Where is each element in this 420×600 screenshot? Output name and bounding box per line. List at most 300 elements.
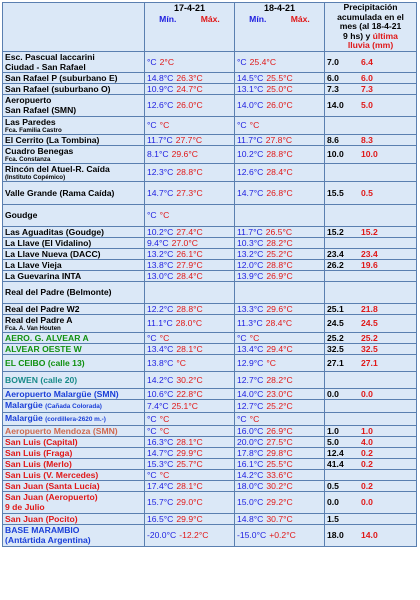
temp-values xyxy=(147,344,232,354)
precip-values xyxy=(327,333,414,343)
temp-max: 27.3°C xyxy=(176,187,203,198)
temp-day2-cell xyxy=(235,237,325,248)
temp-day1-cell xyxy=(145,134,235,145)
temp-values xyxy=(147,414,232,424)
temp-min: 16.1°C xyxy=(237,458,264,469)
precip-values xyxy=(327,426,414,436)
temp-day1-cell xyxy=(145,412,235,425)
temp-values xyxy=(147,497,232,507)
precip-accumulated: 5.0 xyxy=(327,436,339,447)
temp-min: 13.3°C xyxy=(237,303,264,314)
precip-cell xyxy=(325,388,417,399)
temp-min: °C xyxy=(237,56,247,67)
station-name xyxy=(5,358,142,368)
temp-values xyxy=(237,470,322,480)
temp-min: 12.0°C xyxy=(237,259,264,270)
precip-accumulated: 27.1 xyxy=(327,357,344,368)
temp-min: 13.0°C xyxy=(147,270,174,281)
precip-cell xyxy=(325,204,417,226)
header-date1-cell xyxy=(145,3,235,52)
station-name xyxy=(5,437,142,447)
station-name xyxy=(5,481,142,491)
precip-values xyxy=(327,414,414,424)
precip-accumulated: 0.0 xyxy=(327,497,339,508)
temp-day1-cell xyxy=(145,469,235,480)
station-name-line: La Llave (El Vidalino) xyxy=(5,237,92,248)
temp-max: °C xyxy=(249,120,260,131)
temp-day2-cell xyxy=(235,145,325,163)
temp-max: °C xyxy=(249,413,260,424)
temp-min: °C xyxy=(147,425,157,436)
temp-max: 25.2°C xyxy=(266,400,293,411)
precip-values xyxy=(327,318,414,328)
precip-cell xyxy=(325,354,417,371)
station-cell xyxy=(3,270,145,281)
min-label: Mín. xyxy=(249,14,267,24)
station-note: (Cañada Colorada) xyxy=(45,402,102,410)
temp-day2-cell xyxy=(235,226,325,237)
temp-min: 18.0°C xyxy=(237,480,264,491)
temp-max: 27.4°C xyxy=(176,226,203,237)
temp-values xyxy=(237,344,322,354)
table-row xyxy=(3,248,417,259)
temp-max: °C xyxy=(159,120,170,131)
temp-day1-cell xyxy=(145,270,235,281)
precip-cell xyxy=(325,145,417,163)
temp-values xyxy=(237,401,322,411)
temp-max: 28.1°C xyxy=(176,343,203,354)
temp-day2-cell xyxy=(235,354,325,371)
precip-values xyxy=(327,304,414,314)
temp-min: 14.8°C xyxy=(237,513,264,524)
table-row xyxy=(3,480,417,491)
temp-day1-cell xyxy=(145,281,235,303)
temp-min: 11.3°C xyxy=(237,318,263,329)
station-cell xyxy=(3,237,145,248)
station-name-line: Cuadro Benegas xyxy=(5,145,74,156)
temp-min: °C xyxy=(147,56,157,67)
precip-accumulated: 1.5 xyxy=(327,513,339,524)
temp-min: 15.7°C xyxy=(147,497,174,508)
table-row xyxy=(3,259,417,270)
temp-day2-cell xyxy=(235,412,325,425)
temp-values xyxy=(237,459,322,469)
station-cell xyxy=(3,412,145,425)
temp-min: 16.3°C xyxy=(147,436,174,447)
station-name-line: Aeropuerto Mendoza (SMN) xyxy=(5,425,118,436)
table-row xyxy=(3,354,417,371)
station-note: Fca. A. Van Houten xyxy=(5,324,61,332)
temp-values xyxy=(237,149,322,159)
temp-max: °C xyxy=(159,413,170,424)
station-name-line: BASE MARAMBIO xyxy=(5,525,80,536)
temp-values xyxy=(147,448,232,458)
temp-min: 10.3°C xyxy=(237,237,264,248)
station-cell xyxy=(3,204,145,226)
temp-max: 28.4°C xyxy=(176,270,203,281)
precip-cell xyxy=(325,343,417,354)
station-name xyxy=(5,470,142,480)
station-cell xyxy=(3,332,145,343)
temp-day2-cell xyxy=(235,314,325,332)
station-name-line: AERO. G. ALVEAR A xyxy=(5,332,89,343)
station-cell xyxy=(3,145,145,163)
precip-last: 0.2 xyxy=(361,480,373,491)
precip-last: 6.4 xyxy=(361,56,373,67)
temp-min: 20.0°C xyxy=(237,436,264,447)
station-name xyxy=(5,52,142,72)
temp-day2-cell xyxy=(235,524,325,546)
precip-cell xyxy=(325,94,417,116)
temp-day1-cell xyxy=(145,371,235,388)
station-name-line: 9 de Julio xyxy=(5,502,45,513)
temp-max: 24.7°C xyxy=(176,83,203,94)
precip-accumulated: 26.2 xyxy=(327,259,344,270)
temp-max: 25.4°C xyxy=(249,56,277,67)
temp-values xyxy=(237,57,322,67)
temp-day2-cell xyxy=(235,51,325,72)
temp-max: 26.3°C xyxy=(176,72,203,83)
temp-values xyxy=(147,210,232,220)
temp-day2-cell xyxy=(235,371,325,388)
temp-min: 10.2°C xyxy=(147,226,174,237)
table-row xyxy=(3,469,417,480)
table-row xyxy=(3,281,417,303)
temp-values xyxy=(237,120,322,130)
precip-values xyxy=(327,260,414,270)
precip-last: 27.1 xyxy=(361,357,378,368)
temp-day1-cell xyxy=(145,332,235,343)
temp-day1-cell xyxy=(145,458,235,469)
temp-max: °C xyxy=(159,332,170,343)
temp-min: 13.8°C xyxy=(147,357,174,368)
temp-min: 10.6°C xyxy=(147,388,174,399)
temp-values xyxy=(147,135,232,145)
precip-values xyxy=(327,514,414,524)
temp-min: 12.7°C xyxy=(237,374,264,385)
temp-max: 23.0°C xyxy=(266,388,293,399)
temp-min: 7.4°C xyxy=(147,400,169,411)
table-row xyxy=(3,425,417,436)
precip-last: 19.6 xyxy=(361,259,378,270)
precip-accumulated: 1.0 xyxy=(327,425,339,436)
temp-values xyxy=(237,238,322,248)
temp-values xyxy=(147,271,232,281)
temp-values xyxy=(237,389,322,399)
table-row xyxy=(3,399,417,412)
station-name xyxy=(5,400,142,412)
temp-max: 29.6°C xyxy=(171,149,198,160)
station-name-line: San Luis (Fraga) xyxy=(5,447,73,458)
temp-values xyxy=(237,358,322,368)
table-row xyxy=(3,94,417,116)
max-label: Máx. xyxy=(290,14,310,24)
temp-values xyxy=(237,448,322,458)
temp-max: 25.0°C xyxy=(266,83,293,94)
temp-values xyxy=(147,84,232,94)
precip-cell xyxy=(325,226,417,237)
temp-min: 13.2°C xyxy=(237,248,264,259)
precip-values xyxy=(327,287,414,297)
precip-cell xyxy=(325,458,417,469)
temp-min: -15.0°C xyxy=(237,530,267,541)
precip-accumulated: 7.3 xyxy=(327,83,339,94)
date2-label: 18-4-21 xyxy=(263,3,296,13)
precip-values xyxy=(327,497,414,507)
station-name-line: La Guevarina INTA xyxy=(5,270,82,281)
temp-min: °C xyxy=(147,210,157,221)
precip-values xyxy=(327,73,414,83)
temp-values xyxy=(147,358,232,368)
temp-min: 13.2°C xyxy=(147,248,174,259)
temp-day2-cell xyxy=(235,332,325,343)
precip-accumulated: 23.4 xyxy=(327,248,344,259)
temp-max: °C xyxy=(176,357,187,368)
precip-last: 4.0 xyxy=(361,436,373,447)
temp-day1-cell xyxy=(145,447,235,458)
precip-values xyxy=(327,375,414,385)
temp-max: 25.2°C xyxy=(266,248,293,259)
table-row xyxy=(3,204,417,226)
station-name-line: San Juan (Santa Lucía) xyxy=(5,480,100,491)
precip-last: 21.8 xyxy=(361,303,378,314)
precip-accumulated: 10.0 xyxy=(327,149,344,160)
temp-values xyxy=(147,167,232,177)
temp-max: 25.7°C xyxy=(176,458,203,469)
table-row xyxy=(3,116,417,134)
station-cell xyxy=(3,303,145,314)
temp-day1-cell xyxy=(145,51,235,72)
station-name xyxy=(5,164,142,174)
header-precip-cell xyxy=(325,3,417,52)
temp-values xyxy=(147,100,232,110)
station-cell xyxy=(3,480,145,491)
temp-day2-cell xyxy=(235,447,325,458)
precip-last: 1.0 xyxy=(361,425,373,436)
precip-cell xyxy=(325,134,417,145)
temp-min: °C xyxy=(147,332,157,343)
temp-values xyxy=(237,260,322,270)
temp-day1-cell xyxy=(145,259,235,270)
station-name xyxy=(5,188,142,198)
station-cell xyxy=(3,513,145,524)
temp-day2-cell xyxy=(235,259,325,270)
temp-max: 26.9°C xyxy=(266,425,293,436)
table-row xyxy=(3,371,417,388)
temp-values xyxy=(147,238,232,248)
temp-min: 8.1°C xyxy=(147,149,169,160)
temp-min: 14.0°C xyxy=(237,100,264,111)
temp-day1-cell xyxy=(145,425,235,436)
station-name xyxy=(5,146,142,156)
station-name-line: BOWEN (calle 20) xyxy=(5,374,78,385)
temp-min: °C xyxy=(147,413,157,424)
station-name xyxy=(5,95,142,115)
temp-values xyxy=(147,375,232,385)
temp-max: 25.5°C xyxy=(266,458,293,469)
temp-max: 28.8°C xyxy=(266,149,293,160)
temp-values xyxy=(237,375,322,385)
temp-max: 29.2°C xyxy=(266,497,293,508)
temp-values xyxy=(147,318,232,328)
station-name-line: San Luis (V. Mercedes) xyxy=(5,469,99,480)
temp-min: 10.2°C xyxy=(237,149,264,160)
station-name-line: Real del Padre (Belmonte) xyxy=(5,287,112,298)
temp-min: 14.7°C xyxy=(147,187,174,198)
temp-min: °C xyxy=(237,413,247,424)
temp-values xyxy=(147,437,232,447)
precip-accumulated: 41.4 xyxy=(327,458,344,469)
temp-min: 12.3°C xyxy=(147,167,174,178)
precip-cell xyxy=(325,469,417,480)
temp-max: 28.8°C xyxy=(176,303,203,314)
temp-max: 27.5°C xyxy=(266,436,293,447)
temp-max: 25.1°C xyxy=(171,400,198,411)
temp-max: 28.0°C xyxy=(175,318,203,329)
temp-values xyxy=(237,249,322,259)
temp-values xyxy=(147,426,232,436)
temp-max: 30.7°C xyxy=(266,513,293,524)
station-cell xyxy=(3,436,145,447)
temp-day2-cell xyxy=(235,388,325,399)
station-cell xyxy=(3,281,145,303)
temp-min: 14.2°C xyxy=(147,374,174,385)
temp-values xyxy=(147,459,232,469)
station-name-line: San Rafael P (suburbano E) xyxy=(5,72,118,83)
table-row xyxy=(3,332,417,343)
table-row xyxy=(3,458,417,469)
temp-max: 26.1°C xyxy=(176,248,203,259)
header-station-cell xyxy=(3,3,145,52)
station-name-line: Malargüe xyxy=(5,412,43,423)
station-name xyxy=(5,525,142,545)
temp-max: 28.1°C xyxy=(176,436,203,447)
precip-values xyxy=(327,210,414,220)
temp-min: 11.1°C xyxy=(147,318,173,329)
precip-cell xyxy=(325,447,417,458)
temp-min: 14.7°C xyxy=(237,187,264,198)
temp-values xyxy=(147,188,232,198)
station-name-line: EL CEIBO (calle 13) xyxy=(5,357,85,368)
precip-last: 15.2 xyxy=(361,226,378,237)
precip-values xyxy=(327,84,414,94)
temp-values xyxy=(237,304,322,314)
precip-header: Precipitación acumulada en el mes (al 18-4-21 9 hs) y última lluvia (mm) xyxy=(337,2,404,51)
precip-last: 32.5 xyxy=(361,343,378,354)
station-name-line: Aeropuerto xyxy=(5,95,52,106)
temp-values xyxy=(237,100,322,110)
temp-max: °C xyxy=(266,357,277,368)
precip-last: 0.0 xyxy=(361,388,373,399)
temp-day2-cell xyxy=(235,436,325,447)
temp-day1-cell xyxy=(145,343,235,354)
precip-values xyxy=(327,344,414,354)
temp-values xyxy=(147,73,232,83)
station-name xyxy=(5,84,142,94)
temp-min: 9.4°C xyxy=(147,237,169,248)
temp-values xyxy=(237,333,322,343)
station-note: Fca. Constanza xyxy=(5,155,51,163)
table-row xyxy=(3,412,417,425)
station-cell xyxy=(3,469,145,480)
station-cell xyxy=(3,447,145,458)
temp-values xyxy=(147,304,232,314)
temp-day1-cell xyxy=(145,491,235,513)
table-row xyxy=(3,134,417,145)
station-name xyxy=(5,304,142,314)
precip-cell xyxy=(325,436,417,447)
precip-accumulated: 14.0 xyxy=(327,100,344,111)
station-name xyxy=(5,514,142,524)
station-note: (cordillera-2620 m.-) xyxy=(45,415,106,423)
temp-max: 27.0°C xyxy=(171,237,198,248)
precip-values xyxy=(327,227,414,237)
table-row xyxy=(3,513,417,524)
temp-min: 13.9°C xyxy=(237,270,264,281)
temp-day2-cell xyxy=(235,399,325,412)
temp-max: °C xyxy=(159,210,170,221)
temp-day1-cell xyxy=(145,354,235,371)
precip-cell xyxy=(325,83,417,94)
precip-cell xyxy=(325,399,417,412)
temp-min: 14.0°C xyxy=(237,388,264,399)
temp-values xyxy=(147,470,232,480)
temp-min: 15.0°C xyxy=(237,497,264,508)
precip-values xyxy=(327,167,414,177)
temp-day1-cell xyxy=(145,204,235,226)
station-name-line: Malargüe xyxy=(5,399,43,410)
station-cell xyxy=(3,94,145,116)
station-name-line: Real del Padre A xyxy=(5,314,73,325)
station-cell xyxy=(3,72,145,83)
precip-cell xyxy=(325,281,417,303)
precip-values xyxy=(327,530,414,540)
temp-min: °C xyxy=(237,332,247,343)
station-note: (Instituto Copémico) xyxy=(5,173,66,181)
precip-cell xyxy=(325,425,417,436)
temp-max: 28.1°C xyxy=(176,480,203,491)
station-name-line: San Juan (Pocito) xyxy=(5,513,78,524)
precip-last: 10.0 xyxy=(361,149,378,160)
precip-accumulated: 12.4 xyxy=(327,447,344,458)
temp-values xyxy=(147,514,232,524)
temp-day1-cell xyxy=(145,181,235,204)
precip-last: 5.0 xyxy=(361,100,373,111)
precip-cell xyxy=(325,480,417,491)
precip-accumulated: 7.0 xyxy=(327,56,339,67)
temp-max: 29.4°C xyxy=(266,343,293,354)
temp-max: 25.5°C xyxy=(266,72,293,83)
temp-day1-cell xyxy=(145,513,235,524)
temp-values xyxy=(147,149,232,159)
precip-last: 6.0 xyxy=(361,72,373,83)
temp-min: °C xyxy=(147,120,157,131)
temp-max: 29.0°C xyxy=(176,497,203,508)
table-row xyxy=(3,163,417,181)
temp-day2-cell xyxy=(235,83,325,94)
temp-values xyxy=(237,318,322,328)
precip-accumulated: 0.5 xyxy=(327,480,339,491)
station-name xyxy=(5,73,142,83)
precip-values xyxy=(327,188,414,198)
table-row xyxy=(3,83,417,94)
temp-min: 14.7°C xyxy=(147,447,174,458)
temp-min: 12.6°C xyxy=(147,100,174,111)
precip-last: 25.2 xyxy=(361,332,378,343)
station-name-line: Aeropuerto Malargüe (SMN) xyxy=(5,388,119,399)
temp-max: 28.2°C xyxy=(266,374,293,385)
temp-values xyxy=(147,481,232,491)
